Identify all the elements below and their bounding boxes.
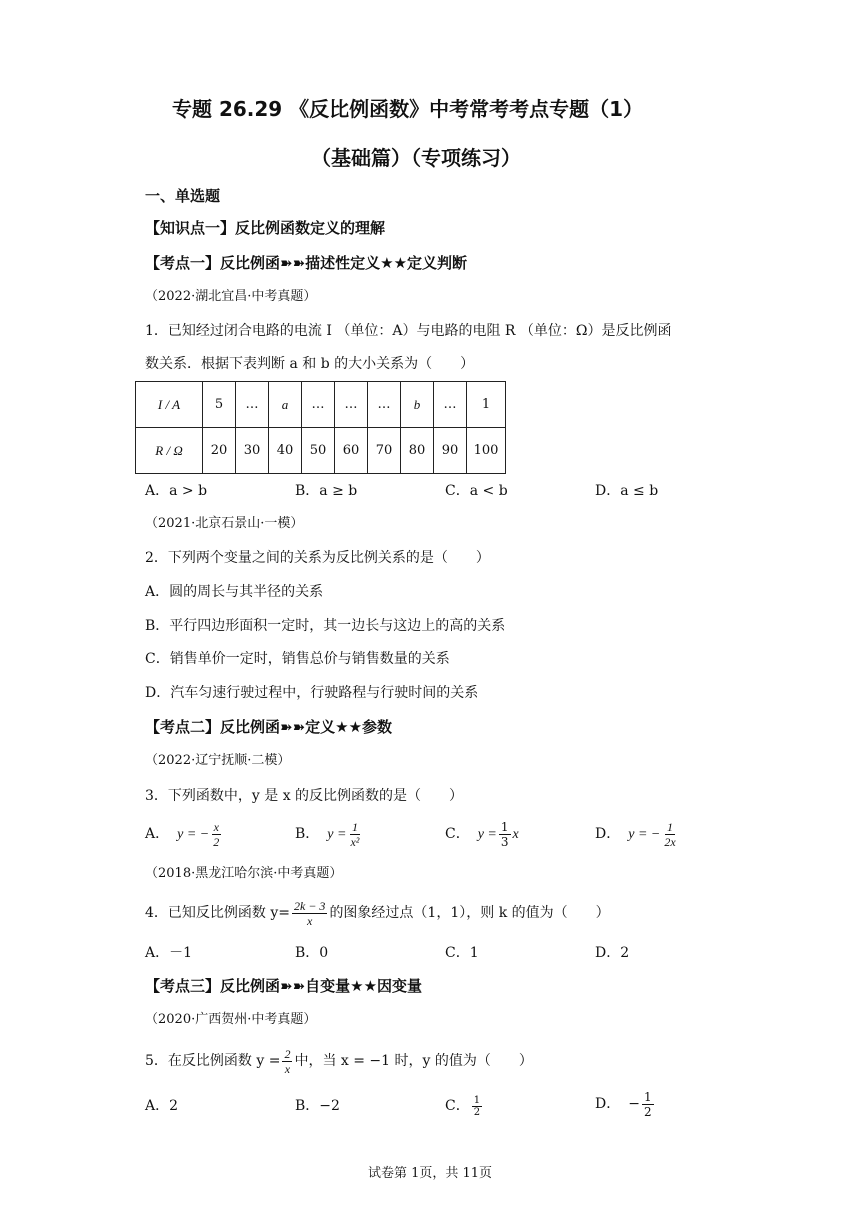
numerator: 1 <box>500 819 509 834</box>
q2-option-d[interactable]: D．汽车匀速行驶过程中，行驶路程与行驶时间的关系 <box>145 685 479 701</box>
q4-source: （2018·黑龙江哈尔滨·中考真题） <box>145 866 343 881</box>
page-footer: 试卷第 1页，共 11页 <box>367 1166 493 1181</box>
q1-option-c[interactable]: C．a < b <box>445 483 508 499</box>
exam-point-1-heading: 【考点一】反比例函➽➽描述性定义★★定义判断 <box>145 254 468 272</box>
table-row <box>136 428 506 474</box>
fraction <box>211 820 221 849</box>
numerator: 1 <box>667 819 673 834</box>
q3-stem: 3．下列函数中，y 是 x 的反比例函数的是（ ） <box>145 788 464 804</box>
option-label: D． <box>595 826 621 842</box>
option-label: D． <box>595 1096 621 1112</box>
q3-option-a[interactable] <box>145 818 223 851</box>
table-cell: 50 <box>302 428 335 474</box>
q4-stem <box>145 896 610 930</box>
denominator: x <box>284 1061 291 1076</box>
table-cell: … <box>236 382 269 428</box>
q2-option-c[interactable]: C．销售单价一定时，销售总价与销售数量的关系 <box>145 651 450 667</box>
q4-stem-suffix: 的图象经过点（1，1），则 k 的值为（ ） <box>329 905 610 921</box>
page-title-line1: 专题 26.29 《反比例函数》中考常考考点专题（1） <box>172 97 644 121</box>
q5-stem-prefix: 5．在反比例函数 y = <box>145 1053 281 1069</box>
section-heading: 一、单选题 <box>145 187 221 205</box>
numerator: 1 <box>351 819 358 834</box>
formula-suffix: x <box>512 827 519 842</box>
table-cell: a <box>269 382 302 428</box>
q4-option-c[interactable]: C．1 <box>445 945 479 961</box>
q3-option-b[interactable] <box>295 818 363 851</box>
denominator: x² <box>350 834 360 849</box>
fraction <box>662 820 677 849</box>
table-cell: b <box>401 382 434 428</box>
q1-option-a[interactable]: A．a > b <box>145 483 208 499</box>
formula-prefix: y = − <box>177 827 210 842</box>
q1-option-d[interactable]: D．a ≤ b <box>595 483 659 499</box>
exam-point-2-heading: 【考点二】反比例函➽➽定义★★参数 <box>145 718 393 736</box>
table-cell: 5 <box>203 382 236 428</box>
table-cell: R / Ω <box>136 428 203 474</box>
formula-prefix: y = <box>327 827 347 842</box>
denominator: 2 <box>213 834 220 849</box>
denominator: 2 <box>473 1106 481 1118</box>
table-cell: 90 <box>434 428 467 474</box>
q1-stem-line2: 数关系．根据下表判断 a 和 b 的大小关系为（ ） <box>145 356 475 372</box>
numerator: 1 <box>643 1089 652 1104</box>
q5-option-b[interactable]: B．−2 <box>295 1098 340 1114</box>
option-label: C． <box>445 1098 470 1114</box>
table-cell: … <box>302 382 335 428</box>
table-row <box>136 382 506 428</box>
denominator: 3 <box>500 834 509 849</box>
table-cell: 30 <box>236 428 269 474</box>
q5-stem <box>145 1044 533 1078</box>
table-cell: 20 <box>203 428 236 474</box>
formula-prefix: y = <box>477 827 497 842</box>
table-cell: 70 <box>368 428 401 474</box>
numerator: 1 <box>473 1094 481 1106</box>
q2-option-b[interactable]: B．平行四边形面积一定时，其一边长与这边上的高的关系 <box>145 618 506 634</box>
exam-point-3-heading: 【考点三】反比例函➽➽自变量★★因变量 <box>145 977 423 995</box>
table-cell: 60 <box>335 428 368 474</box>
q1-data-table <box>135 381 506 474</box>
option-label: C． <box>445 826 470 842</box>
q2-option-a[interactable]: A．圆的周长与其半径的关系 <box>145 584 324 600</box>
denominator: 2x <box>664 834 676 849</box>
page-title-line2: （基础篇）（专项练习） <box>311 146 521 170</box>
option-label: A． <box>145 826 170 842</box>
table-cell: … <box>368 382 401 428</box>
formula-prefix: − <box>628 1096 640 1112</box>
table-cell: 40 <box>269 428 302 474</box>
fraction <box>499 820 511 849</box>
q1-option-b[interactable]: B．a ≥ b <box>295 483 358 499</box>
q3-option-d[interactable] <box>595 818 680 851</box>
denominator: x <box>307 913 313 928</box>
q5-option-c[interactable] <box>445 1090 484 1122</box>
knowledge-point-heading: 【知识点一】反比例函数定义的理解 <box>145 219 386 237</box>
numerator: 2k − 3 <box>294 898 326 913</box>
q3-source: （2022·辽宁抚顺·二模） <box>145 753 291 768</box>
table-cell: 80 <box>401 428 434 474</box>
fraction <box>282 1047 292 1076</box>
fraction <box>348 820 361 849</box>
fraction <box>292 899 327 928</box>
q4-option-a[interactable]: A．－1 <box>145 945 193 961</box>
numerator: x <box>213 819 219 834</box>
q2-source: （2021·北京石景山·一模） <box>145 516 304 531</box>
numerator: 2 <box>284 1046 291 1061</box>
denominator: 2 <box>643 1104 652 1119</box>
table-cell: I / A <box>136 382 203 428</box>
q1-source: （2022·湖北宜昌·中考真题） <box>145 289 317 304</box>
q5-option-a[interactable]: A．2 <box>145 1098 179 1114</box>
fraction <box>642 1090 654 1119</box>
formula-prefix: y = − <box>628 827 661 842</box>
q2-stem: 2．下列两个变量之间的关系为反比例关系的是（ ） <box>145 550 490 566</box>
q4-stem-prefix: 4．已知反比例函数 y= <box>145 905 290 921</box>
q3-option-c[interactable] <box>445 818 519 851</box>
q1-stem-line1: 1．已知经过闭合电路的电流 I （单位：A）与电路的电阻 R （单位：Ω）是反比例函 <box>145 323 672 339</box>
fraction <box>472 1095 482 1118</box>
table-cell: 100 <box>467 428 506 474</box>
q5-option-d[interactable] <box>595 1086 656 1122</box>
q5-stem-suffix: 中，当 x = −1 时，y 的值为（ ） <box>294 1053 533 1069</box>
option-label: B． <box>295 826 320 842</box>
table-cell: 1 <box>467 382 506 428</box>
table-cell: … <box>434 382 467 428</box>
q4-option-b[interactable]: B．0 <box>295 945 329 961</box>
q5-source: （2020·广西贺州·中考真题） <box>145 1012 317 1027</box>
q4-option-d[interactable]: D．2 <box>595 945 630 961</box>
table-cell: … <box>335 382 368 428</box>
